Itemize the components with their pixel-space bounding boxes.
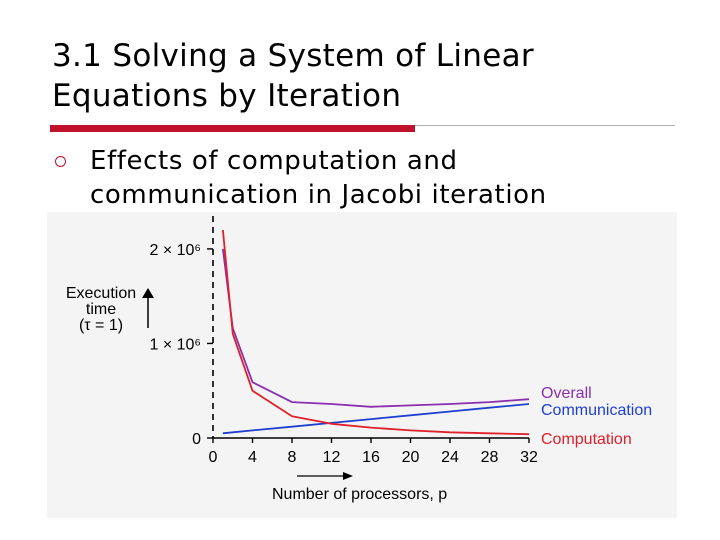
series-lines: [223, 230, 529, 434]
y-axis-label: [66, 285, 154, 334]
series-line-communication: [223, 404, 529, 433]
x-tick-label: 28: [480, 449, 499, 466]
x-tick-label: 12: [322, 449, 341, 466]
x-tick-label: 24: [441, 449, 459, 466]
y-tick-label: 1 × 10⁶: [149, 336, 201, 354]
chart-panel: [47, 212, 677, 518]
series-labels: [541, 385, 652, 448]
x-axis-label: Number of processors, p: [272, 486, 448, 503]
x-tick-label: 4: [248, 449, 257, 466]
y-axis-label-line: (τ = 1): [78, 317, 124, 334]
x-tick-label: 0: [208, 449, 218, 466]
y-tick-label: 0: [192, 431, 201, 448]
bullet-text: Effects of computation and communication in Jacobi iteration: [90, 146, 547, 210]
series-label-overall: Overall: [541, 385, 592, 402]
slide-title: 3.1 Solving a System of Linear Equations by Iteration: [52, 38, 534, 114]
x-axis-label-group: [272, 472, 447, 503]
y-axis: [149, 216, 213, 448]
x-axis-arrow-head: [343, 472, 353, 480]
x-tick-label: 16: [362, 449, 380, 466]
execution-time-chart: [47, 212, 677, 518]
bullet-circle-icon: [55, 156, 66, 167]
series-label-computation: Computation: [541, 431, 632, 448]
x-tick-label: 8: [287, 449, 297, 466]
series-line-computation: [223, 230, 529, 434]
title-accent-bar: [50, 125, 415, 132]
series-label-communication: Communication: [541, 402, 653, 419]
y-axis-label-line: time: [85, 301, 117, 318]
title-divider-line: [415, 125, 675, 126]
x-tick-label: 20: [401, 449, 420, 466]
y-tick-label: 2 × 10⁶: [149, 241, 201, 259]
y-axis-arrow-head: [142, 288, 154, 298]
y-axis-label-line: Execution: [65, 285, 137, 302]
x-tick-label: 32: [520, 449, 538, 466]
series-line-overall: [223, 249, 529, 407]
x-axis: [209, 438, 538, 466]
